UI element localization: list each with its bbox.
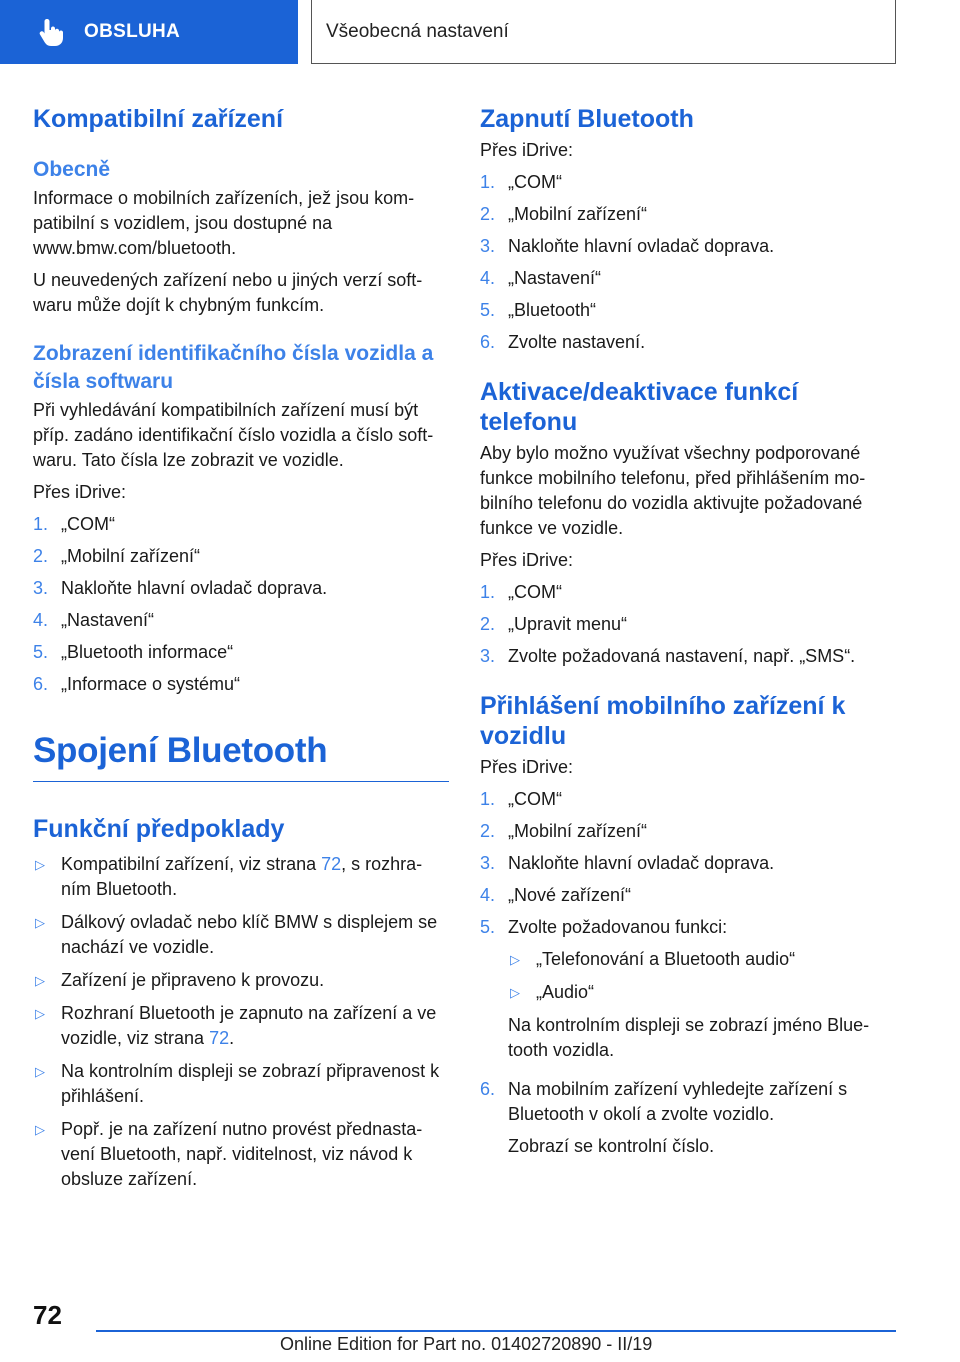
prereq-title: Funkční předpoklady: [33, 815, 285, 843]
list-item: 3. Nakloňte hlavní ovladač doprava.: [33, 578, 328, 598]
vin-via: Přes iDrive:: [33, 482, 127, 502]
triangle-bullet-icon: ▷: [35, 857, 45, 872]
activation-title: Aktivace/deaktivace funkcí telefonu: [480, 378, 799, 436]
hand-pointer-icon: [38, 17, 64, 47]
chapter-tab: [0, 0, 298, 64]
triangle-bullet-icon: ▷: [510, 952, 520, 967]
general-paragraph-1: Informace o mobilních zařízeních, jež jsou kom-patibilní s vozidlem, jsou dostupné na www.bmw.com/bluetooth.: [33, 188, 415, 258]
list-item: 1. „COM“: [33, 514, 115, 534]
registration-title: Přihlášení mobilního zařízení k vozidlu: [480, 692, 846, 750]
general-paragraph-2: U neuvedených zařízení nebo u jiných verzí soft-waru může dojít k chybným funkcím.: [33, 270, 423, 315]
list-item: 4. „Nové zařízení“: [480, 885, 632, 905]
registration-steps: [480, 787, 896, 1166]
list-item: 3. Zvolte požadovaná nastavení, např. „SMS“.: [480, 646, 856, 666]
list-item: 5. „Bluetooth“: [480, 300, 597, 320]
list-item: 6. Na mobilním zařízení vyhledejte zařízení s Bluetooth v okolí a zvolte vozidlo. Zobrazí se kontrolní číslo.: [480, 1077, 896, 1166]
list-item: 1. „COM“: [480, 789, 562, 809]
list-item: ▷ Rozhraní Bluetooth je zapnuto na zařízení a ve vozidle, viz strana 72.: [33, 1001, 449, 1051]
registration-note-2: Zobrazí se kontrolní číslo.: [508, 1136, 715, 1156]
activation-paragraph: Aby bylo možno využívat všechny podporované funkce mobilního telefonu, před přihlášením mo-bilního telefonu do vozidla aktivujte požadované funkce ve vozidle.: [480, 443, 866, 538]
triangle-bullet-icon: ▷: [35, 1006, 45, 1021]
list-item: 5. Zvolte požadovanou funkci: ▷ „Telefonování a Bluetooth audio“ ▷ „Audio“ Na kontrolním displeji se zobrazí jméno Blue-tooth vozidla.: [480, 915, 896, 1070]
list-item: 4. „Nastavení“: [480, 268, 602, 288]
triangle-bullet-icon: ▷: [35, 973, 45, 988]
page-reference-link[interactable]: 72: [321, 854, 342, 874]
triangle-bullet-icon: ▷: [35, 915, 45, 930]
triangle-bullet-icon: ▷: [35, 1064, 45, 1079]
list-item: 2. „Mobilní zařízení“: [480, 204, 648, 224]
registration-via: Přes iDrive:: [480, 757, 574, 777]
bt-on-title: Zapnutí Bluetooth: [480, 105, 694, 133]
list-item: 3. Nakloňte hlavní ovladač doprava.: [480, 236, 775, 256]
footer-divider: [96, 1330, 896, 1332]
list-item: ▷ „Audio“: [508, 980, 896, 1005]
bt-on-steps: [480, 170, 896, 355]
list-item: 1. „COM“: [480, 582, 562, 602]
list-item: 5. „Bluetooth informace“: [33, 642, 234, 662]
left-column: [33, 104, 449, 1200]
bt-on-via: Přes iDrive:: [480, 140, 574, 160]
list-item: ▷ „Telefonování a Bluetooth audio“: [508, 947, 896, 972]
list-item: ▷ Na kontrolním displeji se zobrazí připravenost k přihlášení.: [33, 1059, 449, 1109]
list-item: ▷ Popř. je na zařízení nutno provést přednasta-vení Bluetooth, např. viditelnost, viz návod k obsluze zařízení.: [33, 1117, 449, 1192]
registration-sub-list: [508, 947, 896, 1005]
list-item: 4. „Nastavení“: [33, 610, 155, 630]
list-item: ▷ Kompatibilní zařízení, viz strana 72, s rozhra-ním Bluetooth.: [33, 852, 449, 902]
section-title: Všeobecná nastavení: [311, 0, 896, 64]
vin-heading: Zobrazení identifikačního čísla vozidla a čísla softwaru: [33, 342, 434, 393]
vin-paragraph: Při vyhledávání kompatibilních zařízení musí být příp. zadáno identifikační číslo vozidla a číslo soft-waru. Tato čísla lze zobrazit ve vozidle.: [33, 400, 434, 470]
page-number: 72: [33, 1300, 62, 1330]
general-heading: Obecně: [33, 158, 111, 181]
list-item: 2. „Mobilní zařízení“: [480, 821, 648, 841]
chapter-title: Spojení Bluetooth: [33, 731, 449, 782]
list-item: 2. „Mobilní zařízení“: [33, 546, 201, 566]
activation-steps: [480, 580, 896, 669]
registration-note-1: Na kontrolním displeji se zobrazí jméno Blue-tooth vozidla.: [508, 1015, 870, 1060]
activation-via: Přes iDrive:: [480, 550, 574, 570]
list-item: 2. „Upravit menu“: [480, 614, 628, 634]
triangle-bullet-icon: ▷: [510, 985, 520, 1000]
chapter-tab-label: OBSLUHA: [84, 21, 181, 42]
list-item: ▷ Zařízení je připraveno k provozu.: [33, 968, 449, 993]
prereq-list: [33, 852, 449, 1192]
list-item: 6. „Informace o systému“: [33, 674, 241, 694]
edition-note: Online Edition for Part no. 01402720890 - II/19: [280, 1334, 653, 1354]
list-item: 3. Nakloňte hlavní ovladač doprava.: [480, 853, 775, 873]
triangle-bullet-icon: ▷: [35, 1122, 45, 1137]
list-item: 1. „COM“: [480, 172, 562, 192]
page-reference-link[interactable]: 72: [209, 1028, 230, 1048]
compat-title: Kompatibilní zařízení: [33, 105, 284, 133]
vin-steps: [33, 512, 449, 697]
list-item: 6. Zvolte nastavení.: [480, 332, 646, 352]
list-item: ▷ Dálkový ovladač nebo klíč BMW s displejem se nachází ve vozidle.: [33, 910, 449, 960]
right-column: [480, 104, 896, 1173]
